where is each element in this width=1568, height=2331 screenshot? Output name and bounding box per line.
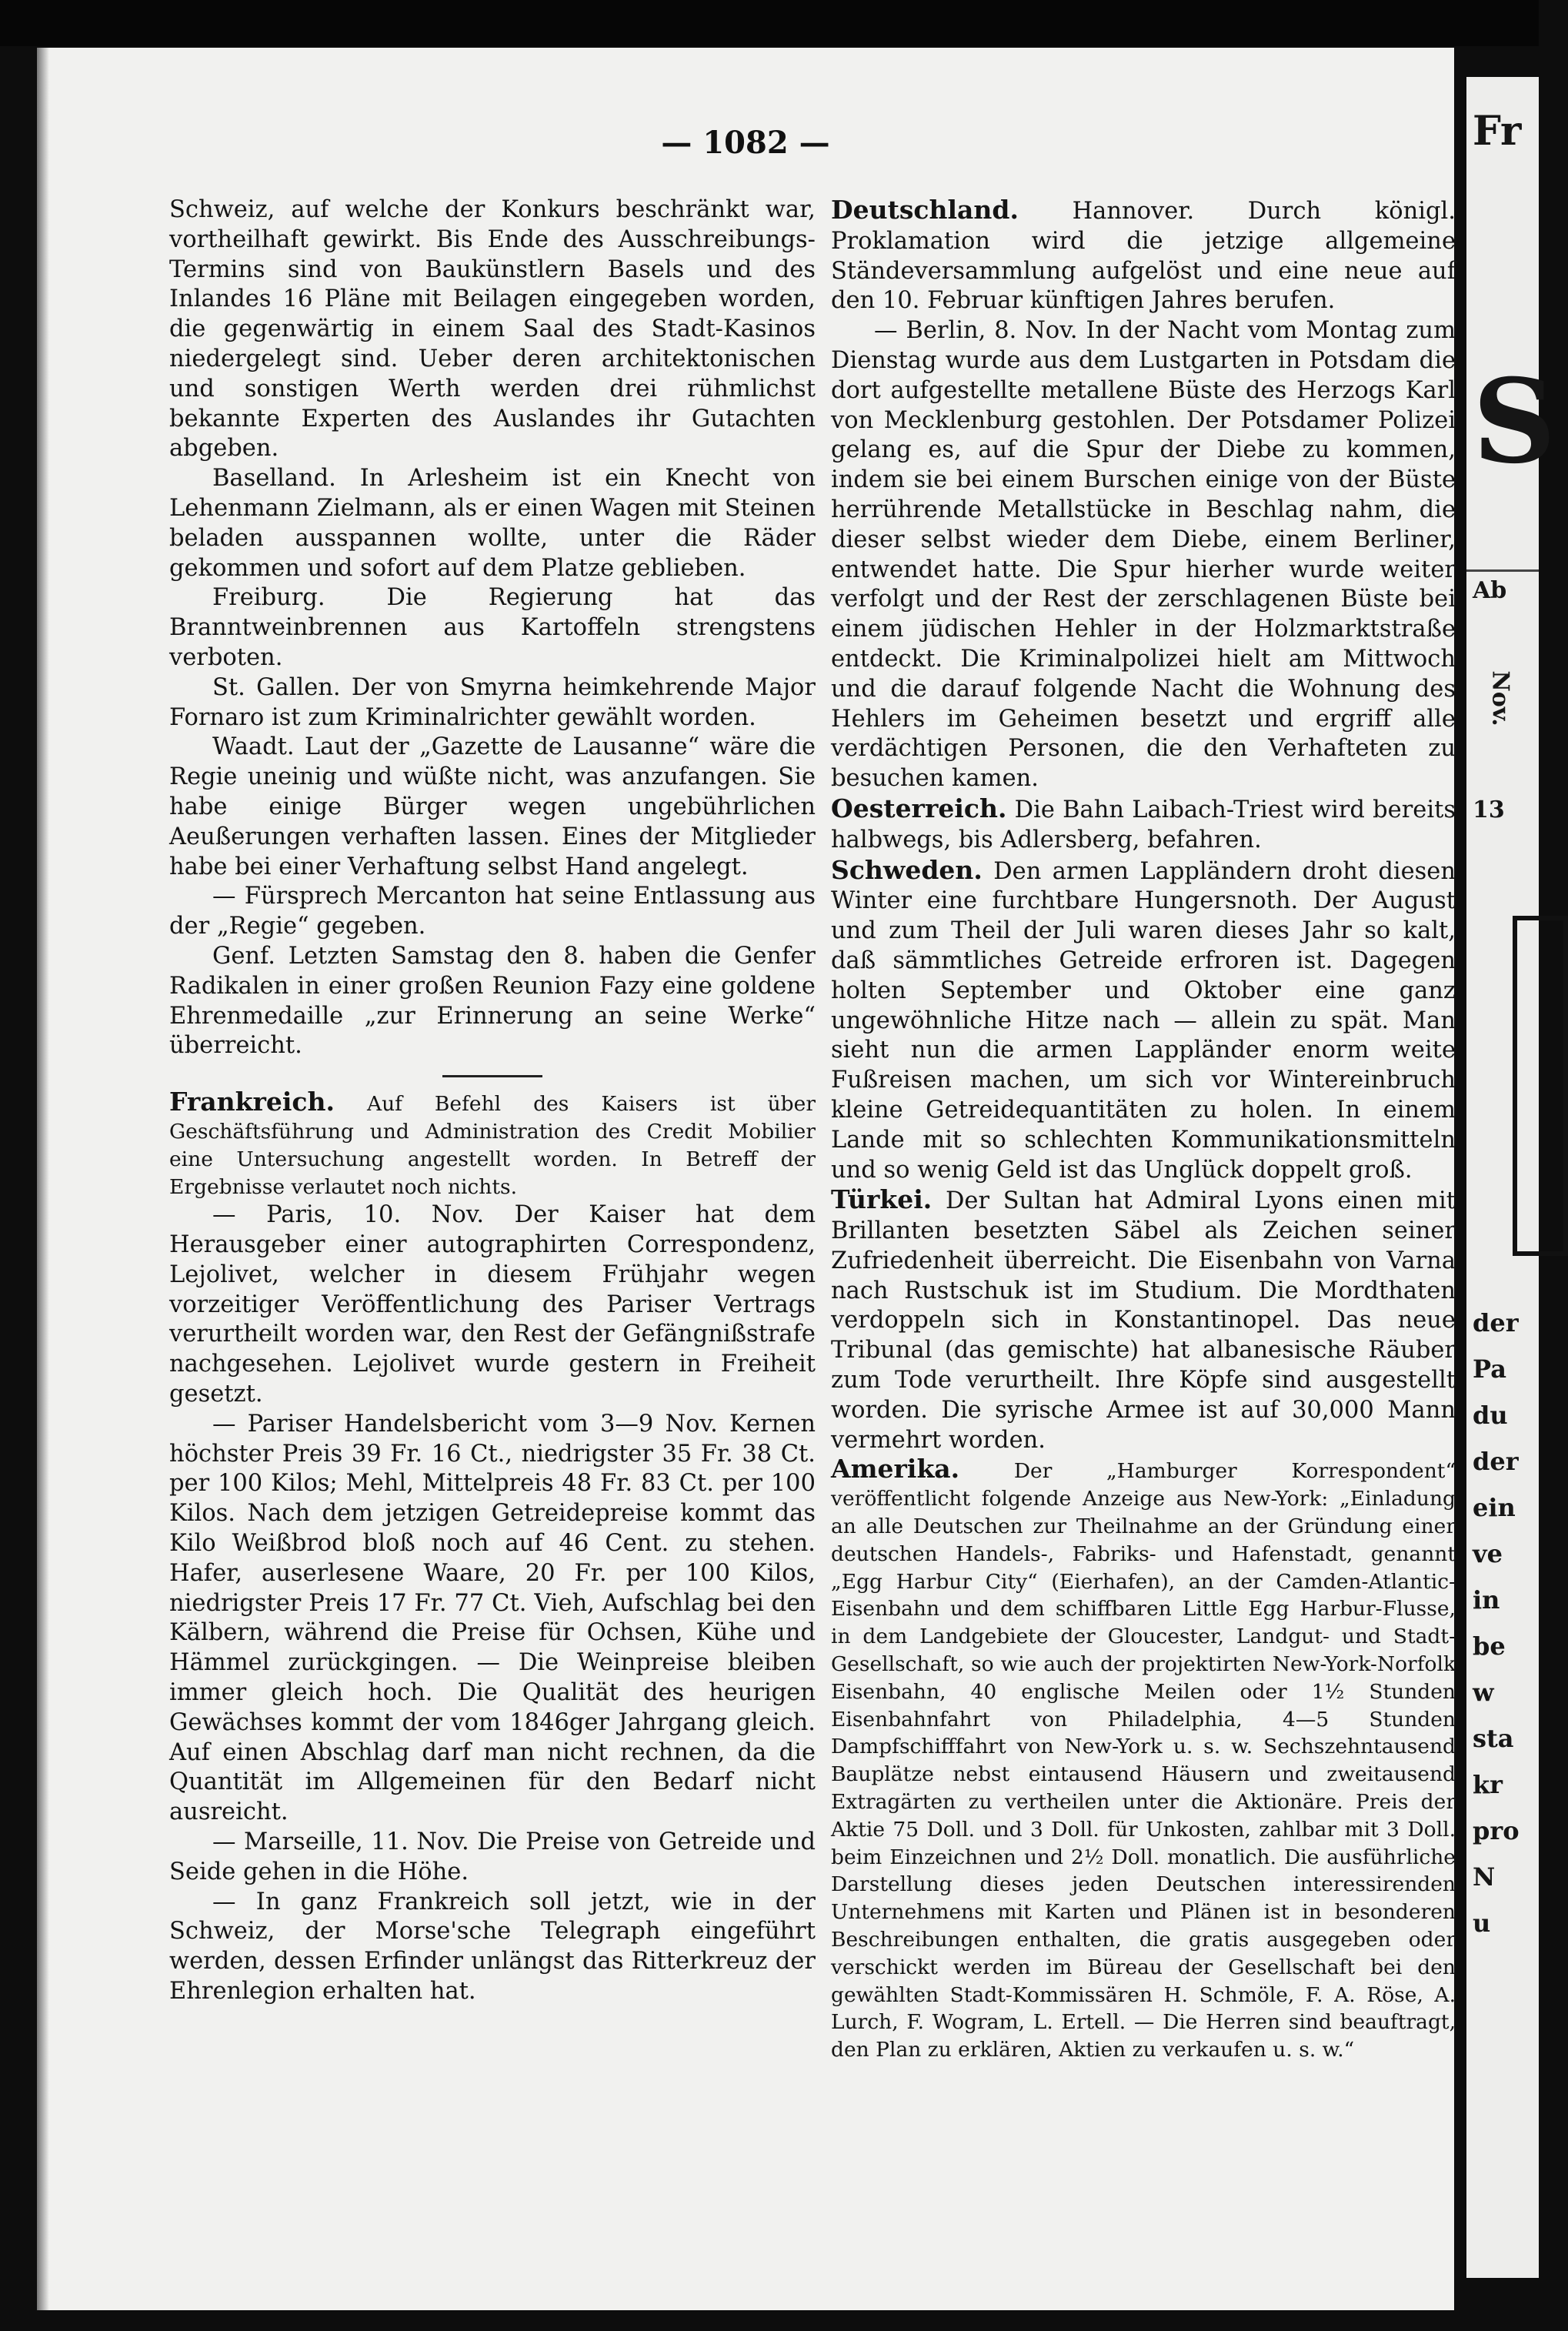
article-paragraph (169, 1088, 816, 1201)
right-column (831, 195, 1456, 2064)
paragraph-text: Hannover. Durch königl. Proklamation wird die jetzige allgemeine Ständeversammlung aufgelöst und eine neue auf den 10. Februar künftigen Jahres berufen. (831, 198, 1456, 315)
section-heading: Schweden. (831, 854, 983, 885)
paragraph-text: Baselland. In Arlesheim ist ein Knecht von Lehenmann Zielmann, als er einen Wagen mit Steinen beladen ausspannen wollte, unter die Räder gekommen und sofort auf dem Platze geblieben. (169, 465, 816, 582)
adjacent-page-word: w (1473, 1678, 1494, 1707)
article-paragraph (169, 1828, 816, 1888)
adjacent-page-fragment (1466, 77, 1556, 2278)
paragraph-text: St. Gallen. Der von Smyrna heimkehrende Major Fornaro ist zum Kriminalrichter gewählt worden. (169, 673, 816, 731)
paragraph-text: Freiburg. Die Regierung hat das Branntweinbrennen aus Kartoffeln strengstens verboten. (169, 584, 816, 671)
adjacent-page-word: u (1473, 1909, 1491, 1938)
scan-border-top (0, 0, 1539, 46)
paragraph-text: Den armen Lappländern droht diesen Winter eine furchtbare Hungersnoth. Der August und zum Theil der Juli waren dieses Jahr so kalt, daß sämmtliches Getreide erfroren ist. Dagegen holten September und Oktober eine ganz ungewöhnliche Hitze nach — allein zu spät. Man sieht nun die armen Lappländer enorm weite Fußreisen machen, um sich vor Wintereinbruch kleine Getreidequantitäten zu holen. In einem Lande mit so schlechten Kommunikationsmitteln und so wenig Geld ist das Unglück doppelt groß. (831, 857, 1456, 1184)
section-heading: Frankreich. (169, 1087, 335, 1117)
article-paragraph (169, 464, 816, 583)
adjacent-page-word: kr (1473, 1770, 1503, 1799)
adjacent-page-word: in (1473, 1585, 1500, 1615)
section-divider (442, 1075, 542, 1077)
article-paragraph (831, 195, 1456, 316)
adjacent-page-word: sta (1473, 1724, 1514, 1753)
adjacent-page-word: ve (1473, 1539, 1503, 1568)
article-paragraph (169, 1201, 816, 1410)
article-paragraph (169, 583, 816, 673)
adjacent-page-word: du (1473, 1401, 1508, 1430)
adjacent-page-word: der (1473, 1447, 1519, 1476)
section-heading: Oesterreich. (831, 793, 1007, 823)
paragraph-text: — Fürsprech Mercanton hat seine Entlassung aus der „Regie“ gegeben. (169, 883, 816, 940)
adjacent-page-text-3: Nov. (1486, 670, 1514, 726)
article-paragraph (831, 1185, 1456, 1455)
article-paragraph (169, 1410, 816, 1828)
adjacent-page-text-1: Ab (1473, 577, 1507, 604)
article-paragraph (831, 1455, 1456, 2064)
paragraph-text: Die Bahn Laibach-Triest wird bereits halbwegs, bis Adlersberg, befahren. (831, 796, 1456, 853)
paragraph-text: Der „Hamburger Korrespondent“ veröffentlicht folgende Anzeige aus New-York: „Einladung an alle Deutschen zur Theilnahme an der Gründung einer deutschen Handels-, Fabriks- und Hafenstadt, genannt „Egg Harbur City“ (Eierhafen), an der Camden-Atlantic-Eisenbahn und dem schiffbaren Little Egg Harbur-Flusse, in dem Landgebiete der Gloucester, Landgut- und Stadt-Gesellschaft, so wie auch der projektirten New-York-Norfolk Eisenbahn, 40 englische Meilen oder 1½ Stunden Eisenbahnfahrt von Philadelphia, 4—5 Stunden Dampfschifffahrt von New-York u. s. w. Sechszehntausend Bauplätze nebst eintausend Häusern und zweitausend Extragärten zu vertheilen unter die Aktionäre. Preis der Aktie 75 Doll. und 3 Doll. für Unkosten, zahlbar mit 3 Doll. beim Einzeichnen und 2½ Doll. monatlich. Die ausführliche Darstellung dieses jeden Deutschen interessirenden Unternehmens mit Karten und Plänen ist in besonderen Beschreibungen enthalten, die gratis ausgegeben oder verschickt werden im Büreau der Gesellschaft bei den gewählten Stadt-Kommissären H. Schmöle, F. A. Röse, A. Lurch, F. Wogram, L. Ertell. — Die Herren sind beauftragt, den Plan zu erklären, Aktien zu verkaufen u. s. w.“ (831, 1459, 1456, 2062)
adjacent-page-word: der (1473, 1308, 1519, 1337)
adjacent-page-top-text: Fr (1473, 108, 1522, 155)
adjacent-page-box (1513, 916, 1568, 1256)
adjacent-page-word: be (1473, 1631, 1506, 1661)
adjacent-page-text-2: 13 (1473, 796, 1505, 823)
paragraph-text: Auf Befehl des Kaisers ist über Geschäftsführung und Administration des Credit Mobilier eine Untersuchung angestellt worden. In Betreff der Ergebnisse verlautet noch nichts. (169, 1092, 816, 1199)
paragraph-text: Genf. Letzten Samstag den 8. haben die Genfer Radikalen in einer großen Reunion Fazy eine goldene Ehrenmedaille „zur Erinnerung an seine Werke“ überreicht. (169, 942, 816, 1060)
article-paragraph (169, 942, 816, 1061)
paragraph-text: — Pariser Handelsbericht vom 3—9 Nov. Kernen höchster Preis 39 Fr. 16 Ct., niedrigster 35 Fr. 38 Ct. per 100 Kilos; Mehl, Mittelpreis 48 Fr. 83 Ct. per 100 Kilos. Nach dem jetzigen Getreidepreise kommt das Kilo Weißbrod bloß noch auf 46 Cent. zu stehen. Hafer, auserlesene Waare, 20 Fr. per 100 Kilos, niedrigster Preis 17 Fr. 77 Ct. Vieh, Aufschlag bei den Kälbern, während die Preise für Ochsen, Kühe und Hämmel zurückgingen. — Die Weinpreise bleiben immer gleich hoch. Die Qualität des heurigen Gewächses kommt der vom 1846ger Jahrgang gleich. Auf einen Abschlag darf man nicht rechnen, da die Quantität im Allgemeinen für den Bedarf nicht ausreicht. (169, 1410, 816, 1826)
article-paragraph (831, 316, 1456, 794)
paragraph-text: — Marseille, 11. Nov. Die Preise von Getreide und Seide gehen in die Höhe. (169, 1828, 816, 1885)
adjacent-page-word: Pa (1473, 1354, 1506, 1384)
paragraph-text: — Paris, 10. Nov. Der Kaiser hat dem Herausgeber einer autographirten Correspondenz, Lejolivet, welcher in diesem Frühjahr wegen vorzeitiger Veröffentlichung des Pariser Vertrags verurtheilt worden war, den Rest der Gefängnißstrafe nachgesehen. Lejolivet wurde gestern in Freiheit gesetzt. (169, 1201, 816, 1408)
paragraph-text: Waadt. Laut der „Gazette de Lausanne“ wäre die Regie uneinig und wüßte nicht, was anzufangen. Sie habe einige Bürger wegen ungebührlichen Aeußerungen verhaften lassen. Eines der Mitglieder habe bei einer Verhaftung selbst Hand angelegt. (169, 733, 816, 880)
section-heading: Amerika. (831, 1454, 960, 1484)
article-paragraph (169, 733, 816, 882)
article-paragraph (169, 195, 816, 464)
section-heading: Deutschland. (831, 195, 1019, 225)
article-paragraph (169, 882, 816, 942)
adjacent-page-word: pro (1473, 1816, 1520, 1845)
article-paragraph (831, 794, 1456, 856)
article-paragraph (169, 1888, 816, 2007)
page-gutter-shadow (37, 48, 49, 2310)
paragraph-text: — In ganz Frankreich soll jetzt, wie in der Schweiz, der Morse'sche Telegraph eingeführt werden, dessen Erfinder unlängst das Ritterkreuz der Ehrenlegion erhalten hat. (169, 1888, 816, 2005)
paragraph-text: Schweiz, auf welche der Konkurs beschränkt war, vortheilhaft gewirkt. Bis Ende des Ausschreibungs-Termins sind von Baukünstlern Basels und des Inlandes 16 Pläne mit Beilagen eingegeben worden, die gegenwärtig in einem Saal des Stadt-Kasinos niedergelegt sind. Ueber deren architektonischen und sonstigen Werth werden drei rühmlichst bekannte Experten des Auslandes ihr Gutachten abgeben. (169, 196, 816, 463)
adjacent-page-masthead-letter: S (1473, 354, 1556, 489)
adjacent-page-word: N (1473, 1862, 1496, 1892)
section-heading: Türkei. (831, 1184, 932, 1215)
left-column (169, 195, 816, 2007)
paragraph-text: Der Sultan hat Admiral Lyons einen mit Brillanten besetzten Säbel als Zeichen seiner Zufriedenheit überreicht. Die Eisenbahn von Varna nach Rustschuk ist im Studium. Die Mordthaten verdoppeln sich in Konstantinopel. Das neue Tribunal (das gemischte) hat albanesische Räuber zum Tode verurtheilt. Ihre Köpfe sind ausgestellt worden. Die syrische Armee ist auf 30,000 Mann vermehrt worden. (831, 1187, 1456, 1454)
article-paragraph (831, 856, 1456, 1186)
newspaper-page (37, 48, 1454, 2310)
adjacent-page-word: ein (1473, 1493, 1516, 1522)
page-number: — 1082 — (661, 125, 830, 161)
paragraph-text: — Berlin, 8. Nov. In der Nacht vom Montag zum Dienstag wurde aus dem Lustgarten in Potsdam die dort aufgestellte metallene Büste des Herzogs Karl von Mecklenburg gestohlen. Der Potsdamer Polizei gelang es, auf die Spur der Diebe zu kommen, indem sie bei einem Burschen einige von der Büste herrührende Metallstücke in Beschlag nahm, die dieser selbst wieder dem Diebe, einem Berliner, entwendet hatte. Die Spur hierher wurde weiter verfolgt und der Rest der zerschlagenen Büste bei einem jüdischen Hehler in der Holzmarktstraße entdeckt. Die Kriminalpolizei hielt am Mittwoch und die darauf folgende Nacht die Wohnung des Hehlers im Geheimen besetzt und ergriff alle verdächtigen Personen, die den Verhafteten zu besuchen kamen. (831, 317, 1456, 793)
article-paragraph (169, 673, 816, 733)
